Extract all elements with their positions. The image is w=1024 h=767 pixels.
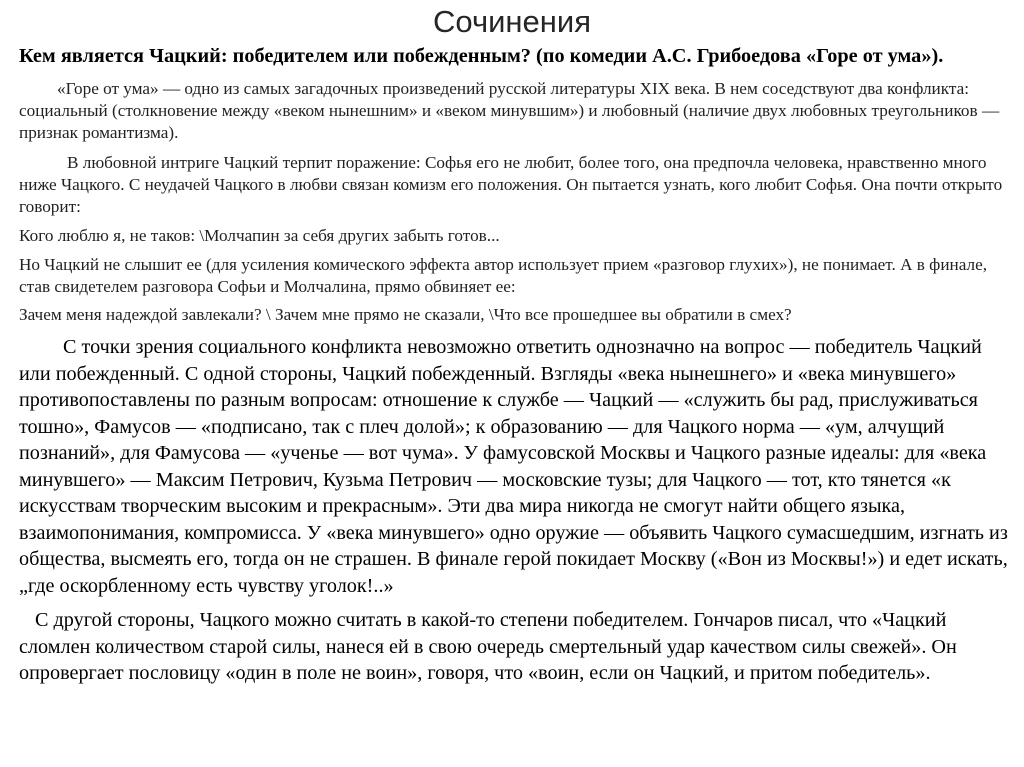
essay-body xyxy=(19,43,1009,687)
paragraph-other-side: С другой стороны, Чацкого можно считать в какой-то степени победителем. Гончаров писал, что «Чацкий сломлен количеством старой силы, нанеся ей в свою очередь смертельный удар качеством силы свежей». Он опровергает пословицу «один в поле не воин», говоря, что «воин, если он Чацкий, и притом победитель». xyxy=(19,609,957,684)
paragraph-intro: «Горе от ума» — одно из самых загадочных произведений русской литературы XIX века. В нем соседствуют два конфликта: социальный (столкновение между «веком нынешним» и «веком минувшим») и любовный (наличие двух любовных треугольников — признак романтизма). xyxy=(19,79,1000,142)
paragraph-deaf-dialogue: Но Чацкий не слышит ее (для усиления комического эффекта автор использует прием «разговор глухих»), не понимает. А в финале, став свидетелем разговора Софьи и Молчалина, прямо обвиняет ее: xyxy=(19,255,988,296)
essay-heading: Кем является Чацкий: победителем или побежденным? (по комедии А.С. Грибоедова «Горе от ума»). xyxy=(19,45,944,67)
essay-argument-section xyxy=(19,334,1009,687)
paragraph-love-intrigue: В любовной интриге Чацкий терпит поражение: Софья его не любит, более того, она предпочла человека, нравственно много ниже Чацкого. С неудачей Чацкого в любви связан комизм его положения. Он пытается узнать, кого любит Софья. Она почти открыто говорит: xyxy=(19,153,1003,216)
quote-chatsky: Зачем меня надеждой завлекали? \ Зачем мне прямо не сказали, \Что все прошедшее вы обратили в смех? xyxy=(19,305,792,324)
essay-intro-section xyxy=(19,78,1009,326)
slide-title: Сочинения xyxy=(433,4,591,39)
quote-sofia: Кого люблю я, не таков: \Молчапин за себя других забыть готов... xyxy=(19,226,500,245)
paragraph-social-conflict: С точки зрения социального конфликта невозможно ответить однозначно на вопрос — победитель Чацкий или побежденный. С одной стороны, Чацкий побежденный. Взгляды «века нынешнего» и «века минувшего» противопоставлены по разным вопросам: отношение к службе — Чацкий — «служить бы рад, прислуживаться тошно», Фамусов — «подписано, так с плеч долой»; к образованию — для Чацкого норма — «ум, алчущий познаний», для Фамусова — «ученье — вот чума». У фамусовской Москвы и Чацкого разные идеалы: для «века минувшего» — Максим Петрович, Кузьма Петрович — московские тузы; для Чацкого — тот, кто тянется «к искусствам творческим высоким и прекрасным». Эти два мира никогда не смогут найти общего языка, взаимопонимания, компромисса. У «века минувшего» одно оружие — объявить Чацкого сумасшедшим, изгнать из общества, высмеять его, тогда он не страшен. В финале герой покидает Москву («Вон из Москвы!») и едет искать, „где оскорбленному есть чувству уголок!..» xyxy=(19,336,1008,597)
